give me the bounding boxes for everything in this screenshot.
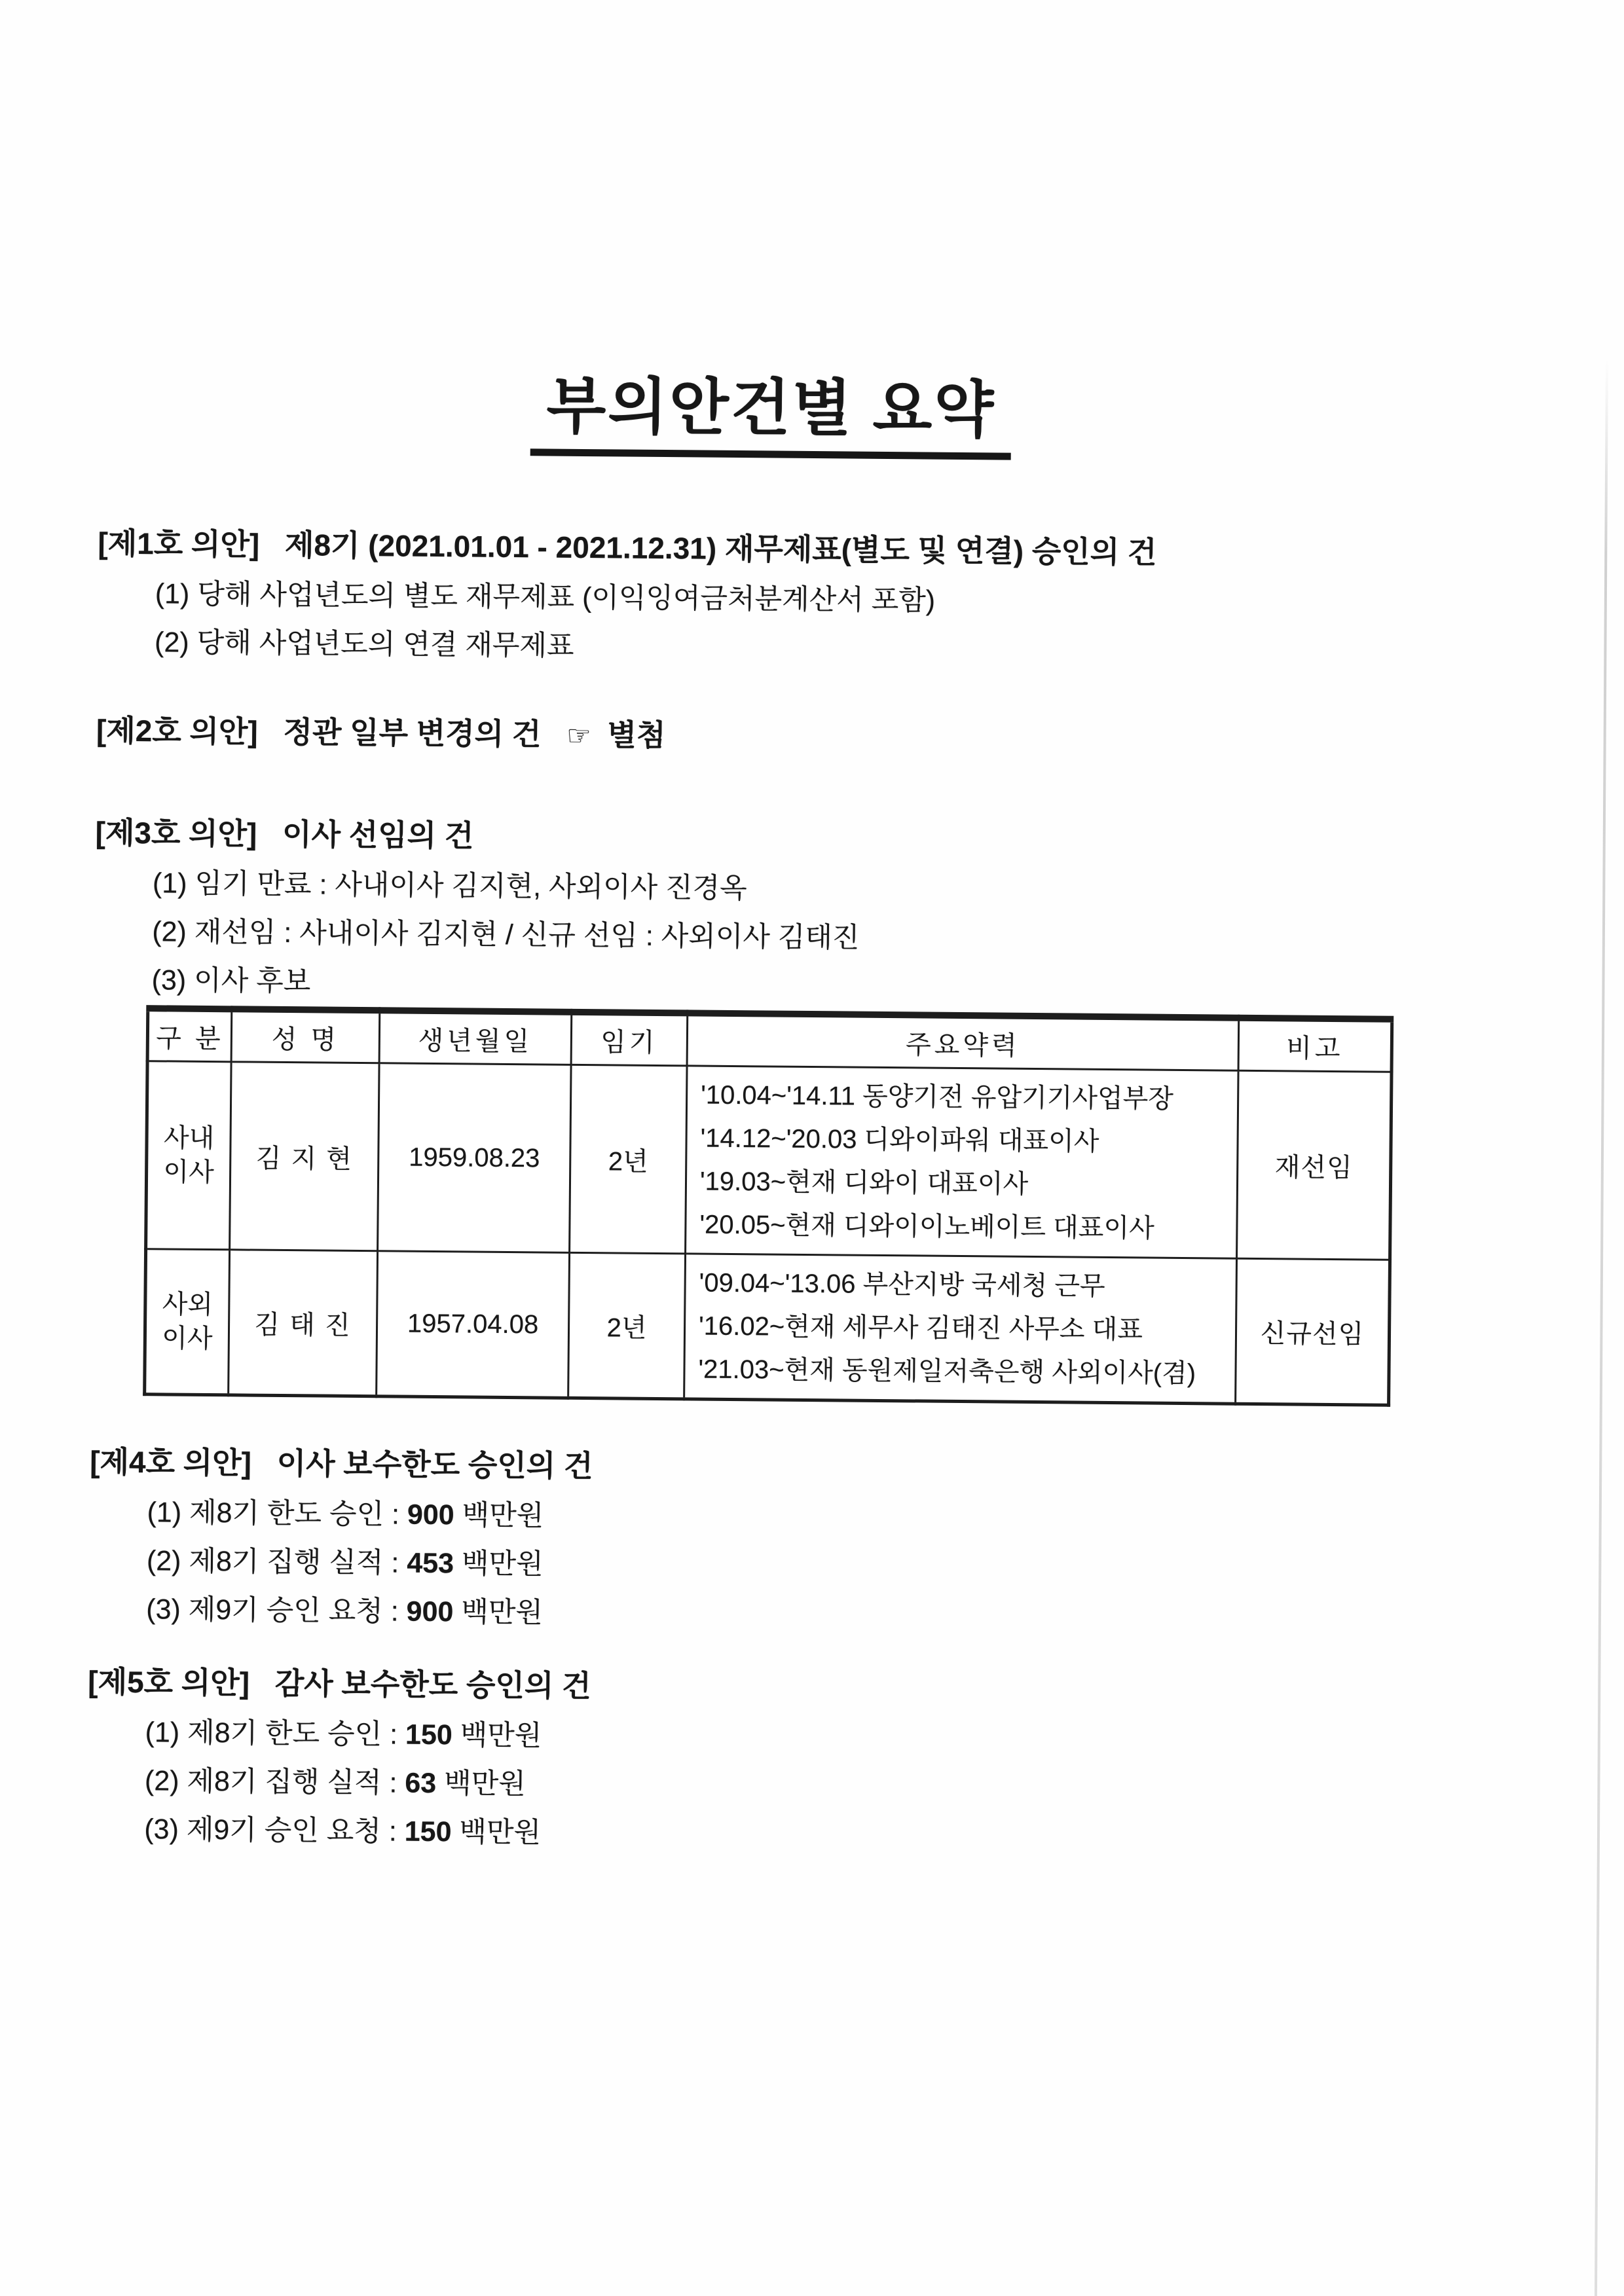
item-unit: 백만원 <box>454 1499 544 1532</box>
career-entry: '09.04~'13.06 부산지방 국세청 근무 <box>699 1268 1105 1301</box>
item-amount: 63 <box>405 1767 437 1800</box>
section-heading-line <box>90 1442 1522 1493</box>
agenda-item: (1) 임기 만료 : 사내이사 김지현, 사외이사 진경옥 <box>152 867 747 905</box>
cell-name: 김 태 진 <box>229 1250 378 1396</box>
section-title: 제8기 (2021.01.01 - 2021.12.31) 재무제표(별도 및 연결) 승인의 건 <box>284 527 1157 570</box>
item-unit: 백만원 <box>452 1719 542 1752</box>
section-label: [제1호 의안] <box>98 526 260 562</box>
career-entry: '20.05~현재 디와이이노베이트 대표이사 <box>699 1210 1154 1243</box>
agenda-item <box>147 1544 1522 1590</box>
career-entry: '16.02~현재 세무사 김태진 사무소 대표 <box>698 1311 1143 1345</box>
section-items <box>146 1495 1522 1638</box>
agenda-item: (1) 당해 사업년도의 별도 재무제표 (이익잉여금처분계산서 포함) <box>155 578 936 617</box>
section-heading-line <box>96 711 1529 763</box>
cell-category <box>146 1061 231 1250</box>
agenda-item: (2) 당해 사업년도의 연결 재무제표 <box>154 627 574 662</box>
page-title-text: 부의안건별 요약 <box>546 371 996 445</box>
section-label: [제5호 의안] <box>88 1664 250 1700</box>
agenda-item <box>144 1812 1519 1858</box>
section-items <box>155 577 1530 671</box>
item-amount: 900 <box>406 1595 454 1628</box>
col-header-birthdate: 생년월일 <box>379 1010 572 1065</box>
agenda-section-3 <box>90 813 1528 1408</box>
section-label: [제4호 의안] <box>90 1444 252 1480</box>
section-title: 감사 보수한도 승인의 건 <box>274 1666 591 1704</box>
item-unit: 백만원 <box>453 1596 544 1629</box>
item-amount: 900 <box>407 1499 454 1531</box>
item-amount: 150 <box>404 1815 452 1848</box>
section-label: [제3호 의안] <box>95 815 257 851</box>
section-items <box>144 1715 1521 1858</box>
agenda-section-5 <box>86 1662 1521 1858</box>
career-entry: '14.12~'20.03 디와이파워 대표이사 <box>700 1123 1099 1156</box>
category-line: 사내 <box>163 1123 215 1154</box>
section-title: 정관 일부 변경의 건 <box>283 714 542 752</box>
agenda-item <box>147 1495 1522 1541</box>
scanned-content <box>0 352 1624 1859</box>
agenda-section-4 <box>88 1442 1522 1638</box>
document-body <box>86 524 1531 1858</box>
cell-name: 김 지 현 <box>230 1062 379 1251</box>
career-entry: '10.04~'14.11 동양기전 유압기기사업부장 <box>700 1080 1174 1114</box>
item-text: (2) 제8기 집행 실적 : <box>146 1545 407 1579</box>
item-text: (2) 제8기 집행 실적 : <box>144 1765 405 1799</box>
category-line: 이사 <box>162 1324 213 1354</box>
cell-note: 재선임 <box>1237 1070 1392 1260</box>
section-title: 이사 선임의 건 <box>282 816 474 853</box>
cell-birthdate: 1957.04.08 <box>377 1251 570 1398</box>
cell-note: 신규선임 <box>1236 1258 1390 1405</box>
director-candidates-table <box>143 1005 1393 1407</box>
pointing-hand-icon: ☞ <box>566 720 591 752</box>
section-heading-line <box>95 813 1528 864</box>
career-entry: '19.03~현재 디와이 대표이사 <box>699 1167 1029 1199</box>
item-unit: 백만원 <box>436 1768 526 1800</box>
item-unit: 백만원 <box>451 1816 542 1849</box>
page-title <box>530 356 1012 460</box>
category-line: 이사 <box>163 1157 214 1188</box>
item-unit: 백만원 <box>453 1548 544 1580</box>
col-header-term: 임기 <box>571 1012 688 1066</box>
table-row <box>146 1061 1392 1260</box>
section-heading-line <box>98 524 1530 574</box>
agenda-item <box>145 1715 1520 1761</box>
cell-birthdate: 1959.08.23 <box>378 1063 571 1253</box>
col-header-note: 비고 <box>1238 1018 1392 1072</box>
col-header-career: 주요약력 <box>687 1013 1239 1070</box>
section-title: 이사 보수한도 승인의 건 <box>276 1446 593 1484</box>
cell-term: 2년 <box>568 1252 686 1399</box>
col-header-category: 구 분 <box>147 1008 232 1062</box>
category-line: 사외 <box>162 1290 213 1320</box>
item-text: (3) 제9기 승인 요청 : <box>144 1813 405 1848</box>
agenda-item: (3) 이사 후보 <box>151 964 311 998</box>
agenda-section-2 <box>96 711 1529 763</box>
agenda-item <box>146 1592 1521 1638</box>
section-heading-line <box>88 1662 1521 1713</box>
item-amount: 150 <box>405 1719 452 1751</box>
agenda-section-1 <box>97 524 1531 671</box>
cell-career <box>686 1066 1238 1258</box>
agenda-item <box>145 1764 1520 1810</box>
cell-term: 2년 <box>570 1065 687 1254</box>
item-text: (3) 제9기 승인 요청 : <box>146 1594 407 1628</box>
section-items <box>151 866 1528 1009</box>
col-header-name: 성 명 <box>231 1009 380 1063</box>
item-amount: 453 <box>407 1547 454 1580</box>
item-text: (1) 제8기 한도 승인 : <box>145 1717 406 1751</box>
table-row <box>145 1249 1390 1406</box>
attachment-reference: 별첨 <box>607 718 666 753</box>
cell-category <box>145 1249 230 1395</box>
cell-career <box>684 1254 1237 1404</box>
section-label: [제2호 의안] <box>96 713 258 749</box>
item-text: (1) 제8기 한도 승인 : <box>147 1497 408 1531</box>
career-entry: '21.03~현재 동원제일저축은행 사외이사(겸) <box>698 1355 1196 1389</box>
agenda-item: (2) 재선임 : 사내이사 김지현 / 신규 선임 : 사외이사 김태진 <box>152 916 860 954</box>
